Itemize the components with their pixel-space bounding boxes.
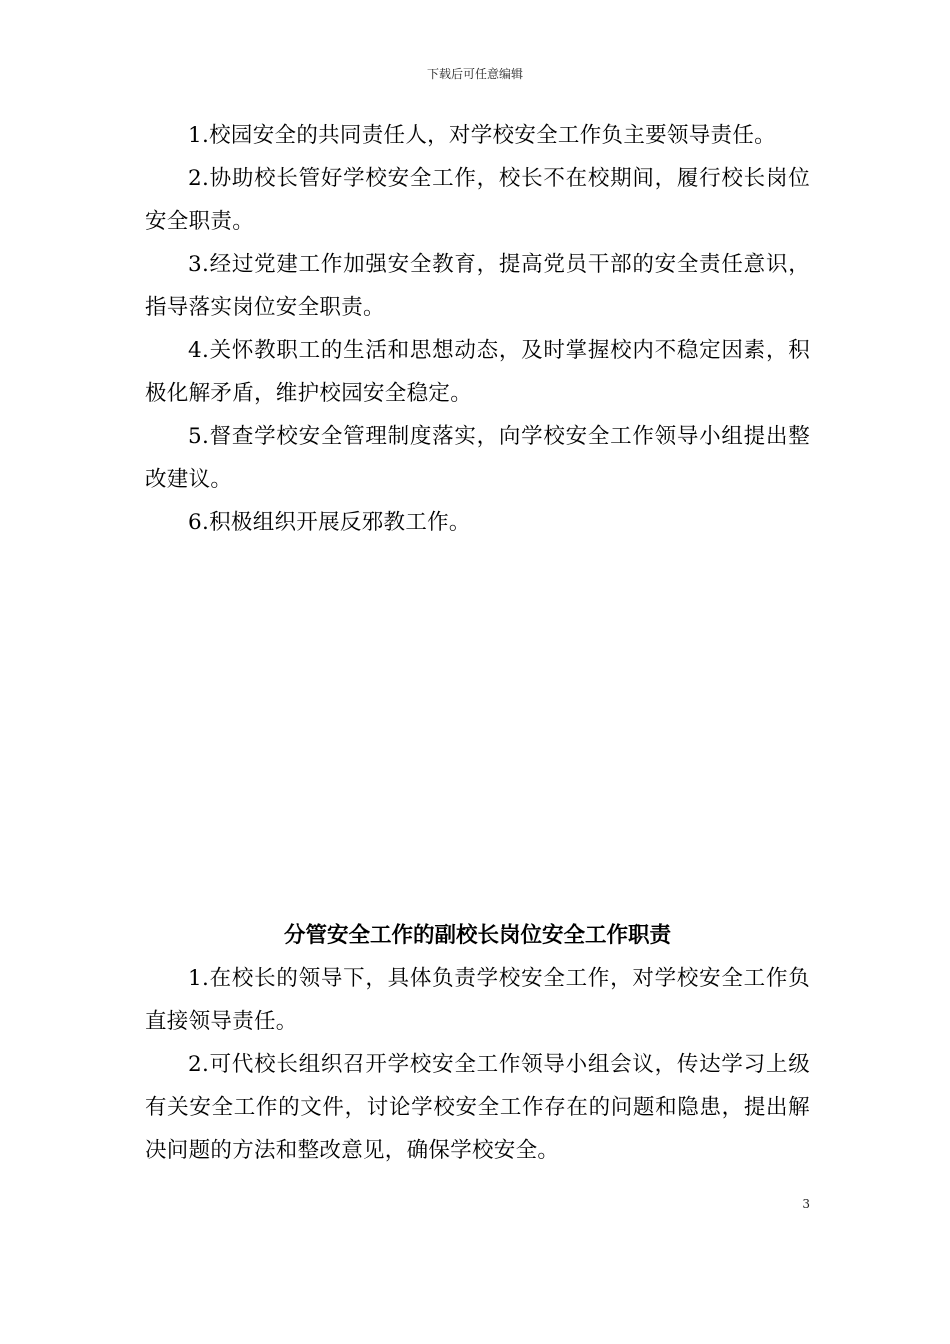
duty-item-4: 4.关怀教职工的生活和思想动态，及时掌握校内不稳定因素，积极化解矛盾，维护校园安全稳定。 (145, 338, 810, 406)
duty-item-2: 2.协助校长管好学校安全工作，校长不在校期间，履行校长岗位安全职责。 (145, 166, 810, 234)
vice-duty-item-1: 1.在校长的领导下，具体负责学校安全工作，对学校安全工作负直接领导责任。 (145, 966, 810, 1034)
header-note: 下载后可任意编辑 (426, 67, 523, 81)
duty-item-1: 1.校园安全的共同责任人，对学校安全工作负主要领导责任。 (188, 123, 776, 148)
duty-item-6: 6.积极组织开展反邪教工作。 (188, 510, 471, 535)
duty-section-vice-principal (145, 914, 810, 1172)
vice-duty-item-2: 2.可代校长组织召开学校安全工作领导小组会议，传达学习上级有关安全工作的文件，讨论学校安全工作存在的问题和隐患，提出解决问题的方法和整改意见，确保学校安全。 (145, 1052, 810, 1163)
duty-section-principal (145, 114, 810, 544)
section-title: 分管安全工作的副校长岗位安全工作职责 (283, 923, 671, 948)
duty-item-5: 5.督查学校安全管理制度落实，向学校安全工作领导小组提出整改建议。 (145, 424, 810, 492)
page-number: 3 (802, 1197, 810, 1211)
duty-item-3: 3.经过党建工作加强安全教育，提高党员干部的安全责任意识，指导落实岗位安全职责。 (145, 252, 810, 320)
